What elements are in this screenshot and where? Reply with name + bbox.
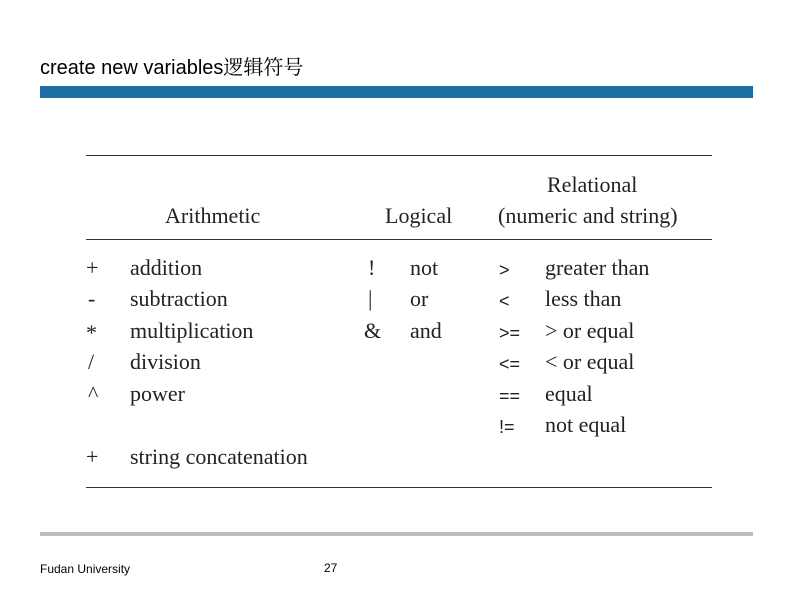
rel-sym-le: <=	[499, 354, 521, 374]
title-accent-bar	[40, 86, 753, 98]
rel-label-le: < or equal	[545, 349, 635, 374]
arith-sym-power: ^	[88, 381, 99, 406]
page-number: 27	[324, 561, 338, 575]
arith-label-power: power	[130, 381, 185, 406]
slide-title: create new variables逻辑符号	[40, 57, 304, 79]
rel-sym-ne: !=	[499, 417, 515, 437]
arith-sym-addition: +	[86, 255, 99, 280]
logical-sym-and: &	[364, 318, 382, 343]
rel-label-gt: greater than	[545, 255, 650, 280]
footer-rule	[40, 532, 753, 536]
header-logical: Logical	[385, 203, 453, 228]
header-relational-sub: (numeric and string)	[498, 203, 678, 228]
arith-label-multiplication: multiplication	[130, 318, 254, 343]
table-top-rule	[86, 155, 712, 156]
logical-sym-or: |	[368, 286, 373, 311]
arith-sym-multiplication: *	[86, 320, 97, 345]
arith-sym-division: /	[88, 349, 95, 374]
table-header-rule	[86, 239, 712, 240]
rel-sym-ge: >=	[499, 323, 521, 343]
rel-label-eq: equal	[545, 381, 593, 406]
logical-label-and: and	[410, 318, 442, 343]
arith-label-division: division	[130, 349, 201, 374]
rel-sym-eq: ==	[499, 386, 521, 406]
logical-label-or: or	[410, 286, 429, 311]
header-relational: Relational	[547, 172, 638, 197]
logical-sym-not: !	[368, 255, 376, 280]
arith-label-concat: string concatenation	[130, 444, 308, 469]
arith-sym-concat: +	[86, 444, 99, 469]
footer-institution: Fudan University	[40, 562, 131, 576]
arith-sym-subtraction: -	[88, 286, 96, 311]
rel-sym-lt: <	[499, 291, 510, 311]
header-arithmetic: Arithmetic	[165, 203, 261, 228]
rel-label-ge: > or equal	[545, 318, 635, 343]
arith-label-subtraction: subtraction	[130, 286, 228, 311]
logical-label-not: not	[410, 255, 439, 280]
arith-label-addition: addition	[130, 255, 203, 280]
rel-sym-gt: >	[499, 260, 510, 280]
rel-label-lt: less than	[545, 286, 622, 311]
table-bottom-rule	[86, 487, 712, 488]
rel-label-ne: not equal	[545, 412, 627, 437]
